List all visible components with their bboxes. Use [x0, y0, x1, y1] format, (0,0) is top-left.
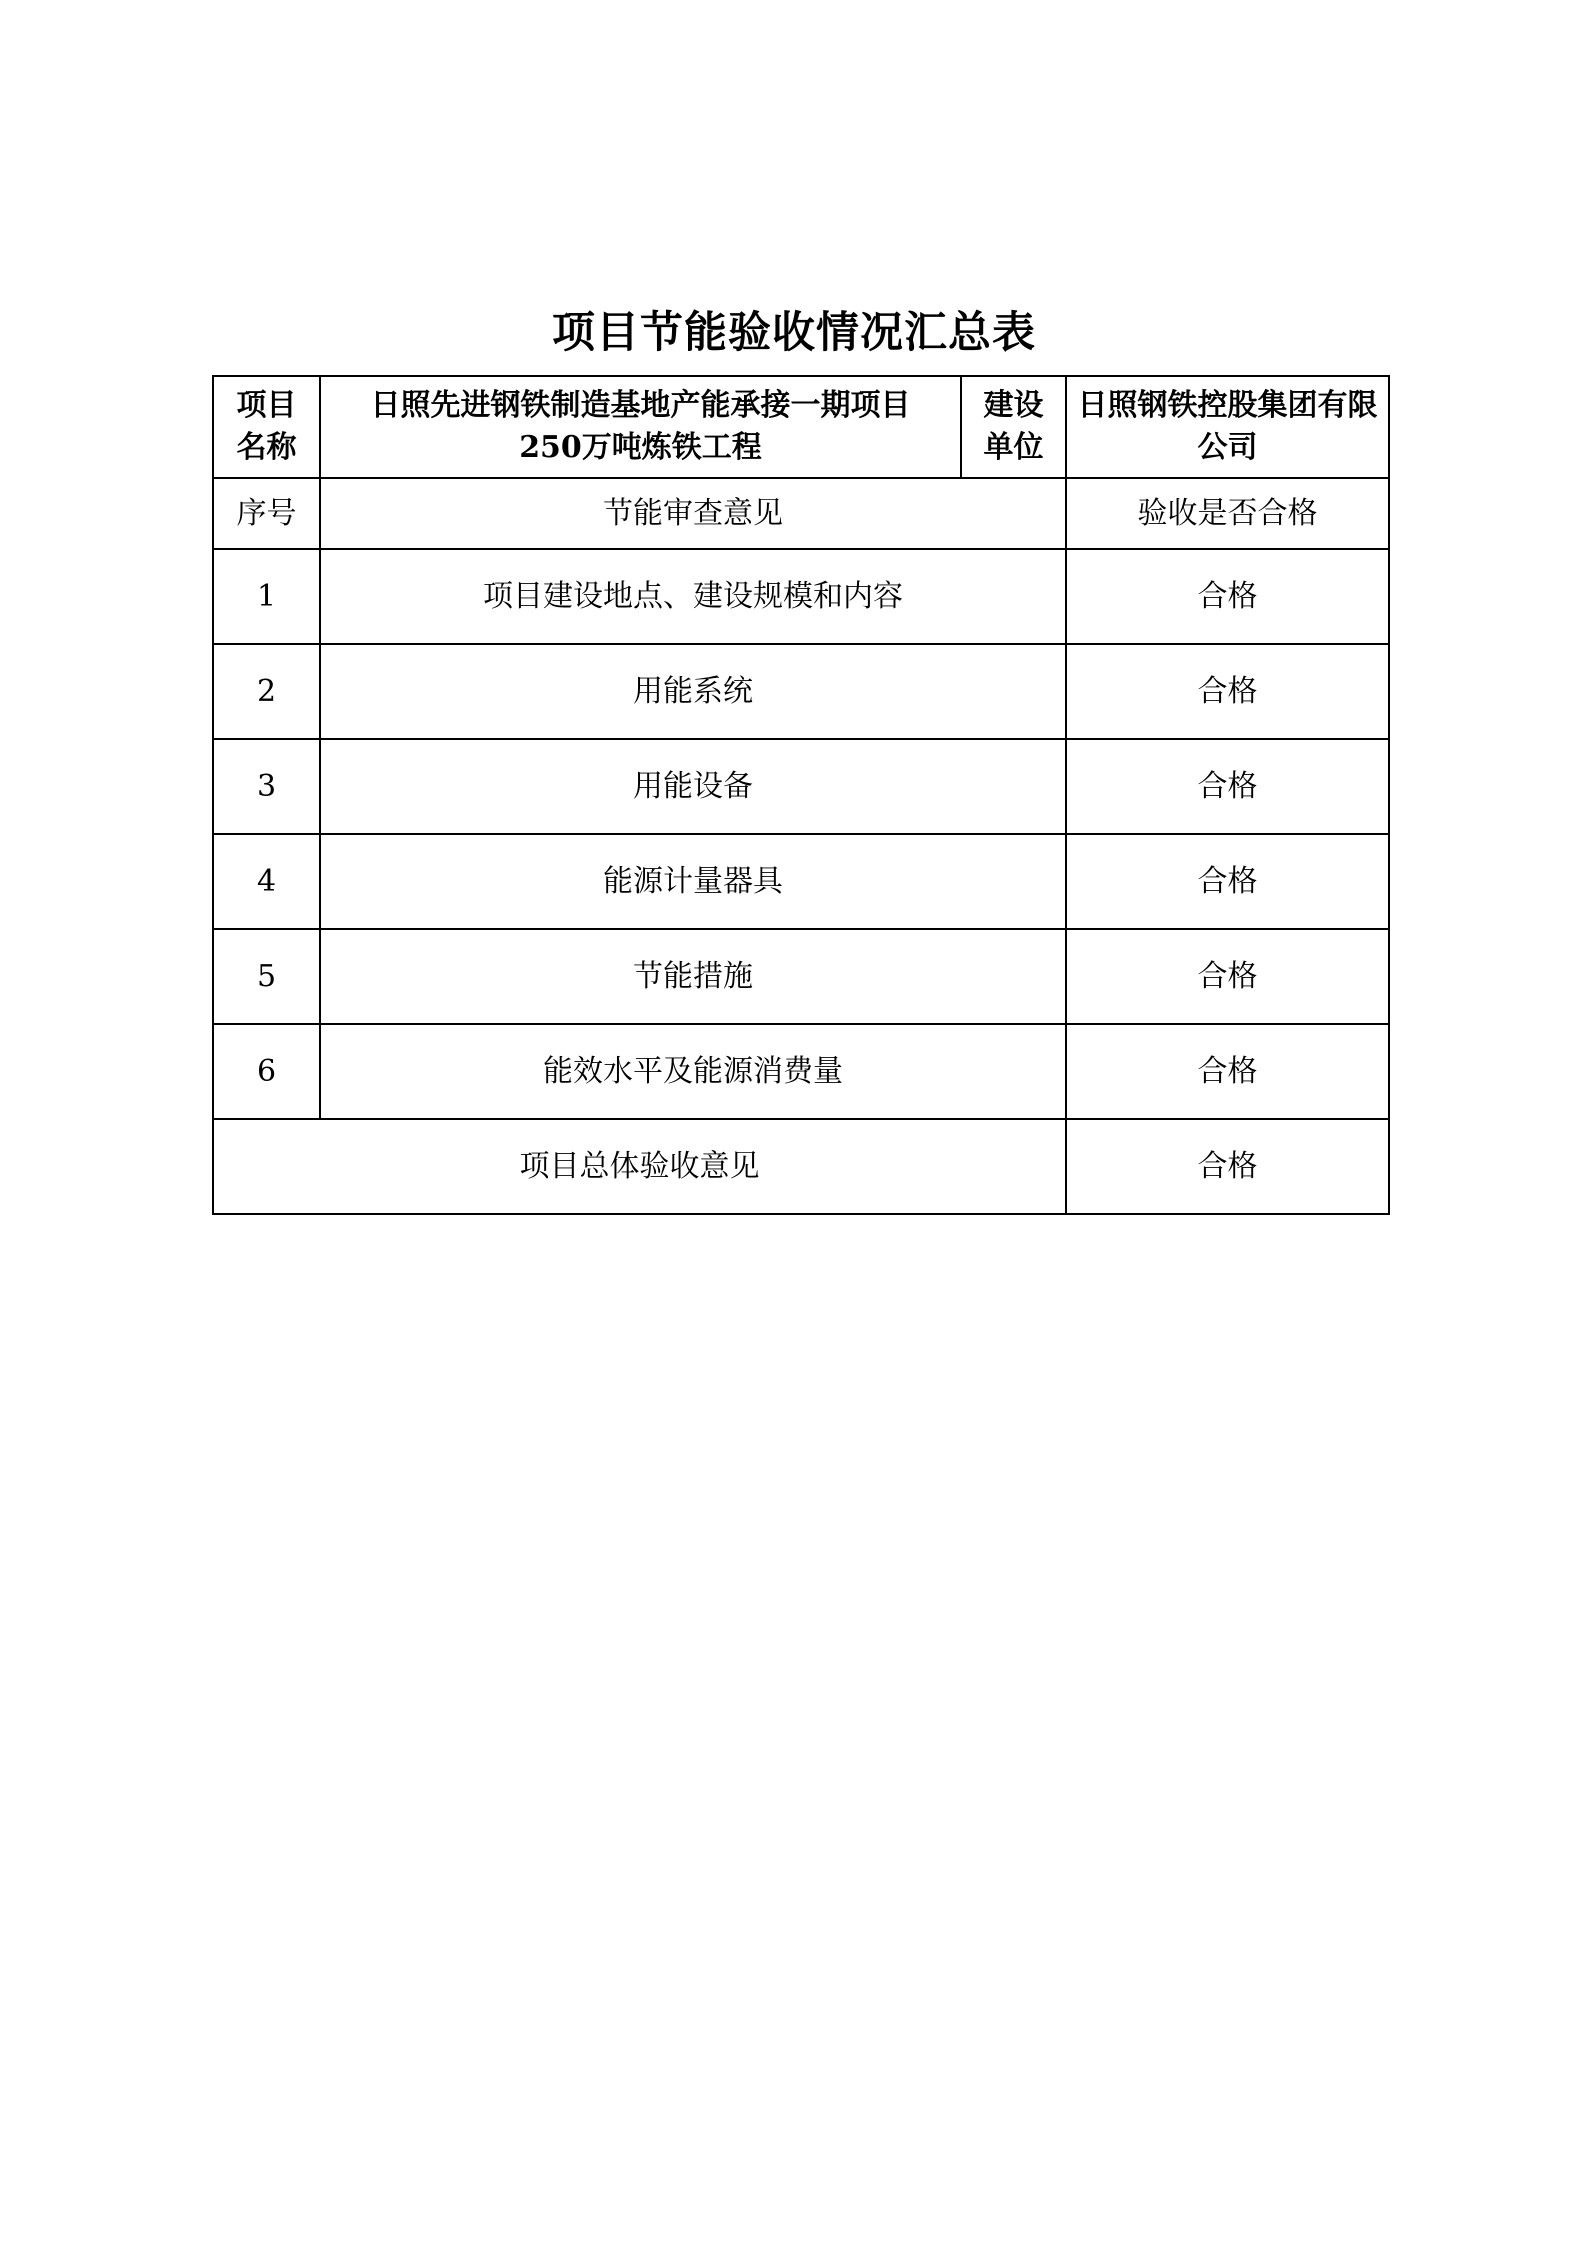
- row-result: 合格: [1066, 834, 1389, 929]
- table-row: [213, 1024, 1389, 1119]
- row-opinion: 用能设备: [320, 739, 1066, 834]
- row-result: 合格: [1066, 739, 1389, 834]
- row-index: 1: [213, 549, 320, 644]
- table-row: [213, 549, 1389, 644]
- row-index: 3: [213, 739, 320, 834]
- column-header-row: [213, 478, 1389, 549]
- row-result: 合格: [1066, 644, 1389, 739]
- overall-opinion-result: 合格: [1066, 1119, 1389, 1214]
- acceptance-summary-table: [212, 375, 1390, 1215]
- overall-opinion-label: 项目总体验收意见: [213, 1119, 1066, 1214]
- row-opinion: 用能系统: [320, 644, 1066, 739]
- row-index: 2: [213, 644, 320, 739]
- row-result: 合格: [1066, 929, 1389, 1024]
- table-row: [213, 644, 1389, 739]
- builder-label: 建设单位: [961, 376, 1066, 478]
- column-header-result: 验收是否合格: [1066, 478, 1389, 549]
- builder-name: 日照钢铁控股集团有限公司: [1066, 376, 1389, 478]
- row-result: 合格: [1066, 1024, 1389, 1119]
- column-header-index: 序号: [213, 478, 320, 549]
- row-opinion: 能效水平及能源消费量: [320, 1024, 1066, 1119]
- table-row: [213, 739, 1389, 834]
- row-index: 4: [213, 834, 320, 929]
- project-name: 日照先进钢铁制造基地产能承接一期项目250万吨炼铁工程: [320, 376, 961, 478]
- row-opinion: 节能措施: [320, 929, 1066, 1024]
- project-name-label: 项目名称: [213, 376, 320, 478]
- row-opinion: 项目建设地点、建设规模和内容: [320, 549, 1066, 644]
- table-row: [213, 929, 1389, 1024]
- row-opinion: 能源计量器具: [320, 834, 1066, 929]
- row-result: 合格: [1066, 549, 1389, 644]
- overall-opinion-row: [213, 1119, 1389, 1214]
- page-title: 项目节能验收情况汇总表: [552, 308, 1036, 358]
- row-index: 5: [213, 929, 320, 1024]
- row-index: 6: [213, 1024, 320, 1119]
- project-info-row: [213, 376, 1389, 478]
- column-header-opinion: 节能审查意见: [320, 478, 1066, 549]
- table-row: [213, 834, 1389, 929]
